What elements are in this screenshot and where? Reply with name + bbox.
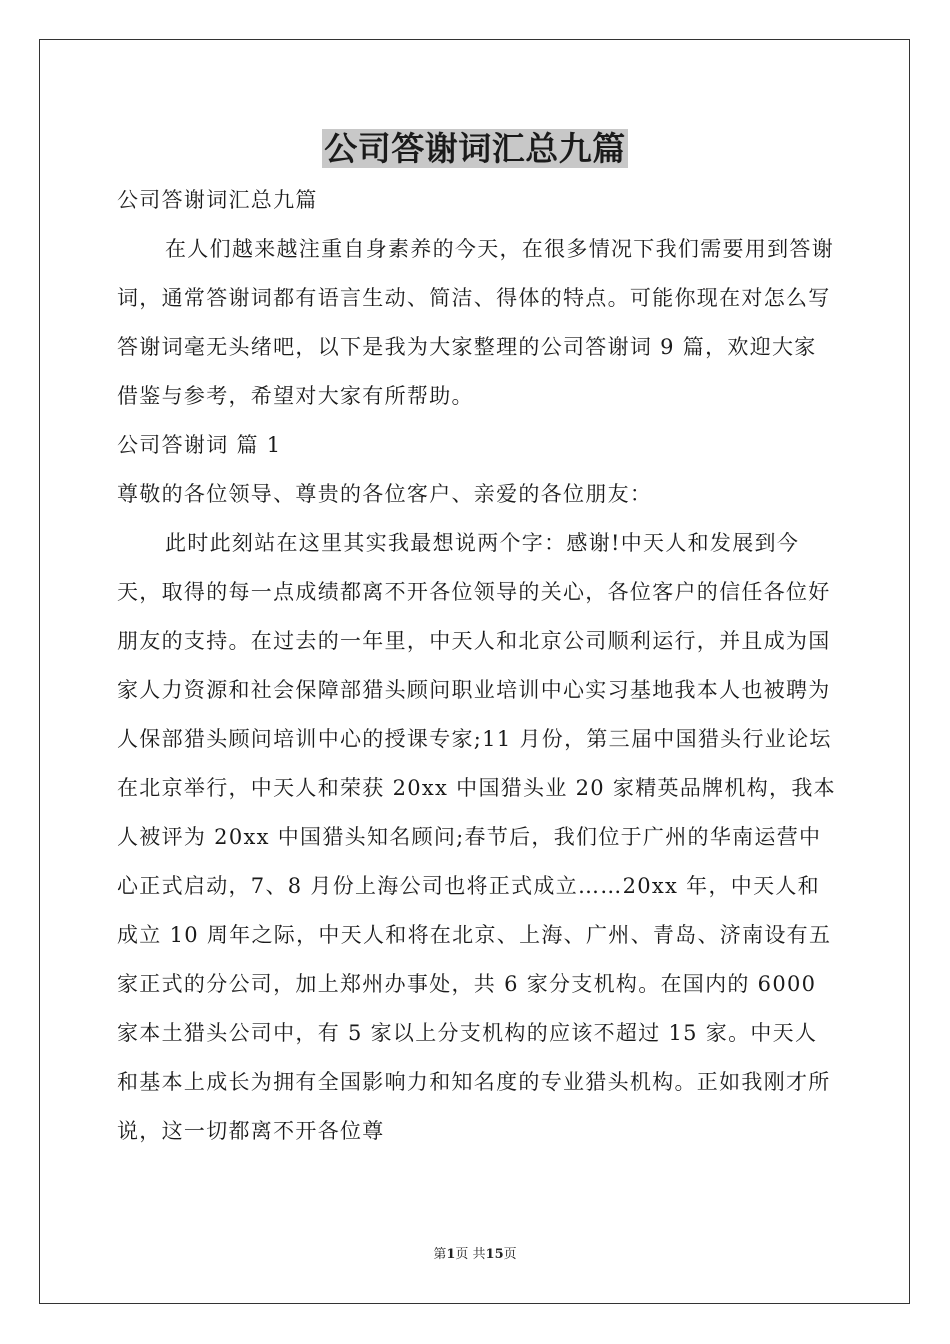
footer-middle: 页 共	[455, 1247, 486, 1262]
page-footer	[0, 1247, 950, 1263]
document-title-text: 公司答谢词汇总九篇	[324, 129, 626, 168]
paragraph-subtitle: 公司答谢词汇总九篇	[117, 188, 318, 212]
document-body	[117, 176, 837, 1156]
footer-total-pages: 15	[485, 1247, 504, 1262]
paragraph-body: 此时此刻站在这里其实我最想说两个字：感谢!中天人和发展到今天，取得的每一点成绩都离不开各位领导的关心，各位客户的信任各位好朋友的支持。在过去的一年里，中天人和北京公司顺利运行，并且成为国家人力资源和社会保障部猎头顾问职业培训中心实习基地我本人也被聘为人保部猎头顾问培训中心的授课专家;11 月份，第三届中国猎头行业论坛在北京举行，中天人和荣获 20xx 中国猎头业 20 家精英品牌机构，我本人被评为 20xx 中国猎头知名顾问;春节后，我们位于广州的华南运营中心正式启动，7、8 月份上海公司也将正式成立……20xx 年，中天人和成立 10 周年之际，中天人和将在北京、上海、广州、青岛、济南设有五家正式的分公司，加上郑州办事处，共 6 家分支机构。在国内的 6000 家本土猎头公司中，有 5 家以上分支机构的应该不超过 15 家。中天人和基本上成长为拥有全国影响力和知名度的专业猎头机构。正如我刚才所说，这一切都离不开各位尊	[117, 531, 836, 1143]
paragraph-intro: 在人们越来越注重自身素养的今天，在很多情况下我们需要用到答谢词，通常答谢词都有语言生动、简洁、得体的特点。可能你现在对怎么写答谢词毫无头绪吧，以下是我为大家整理的公司答谢词 9 篇，欢迎大家借鉴与参考，希望对大家有所帮助。	[117, 237, 834, 408]
footer-page-number: 1	[446, 1247, 456, 1262]
paragraph-salutation: 尊敬的各位领导、尊贵的各位客户、亲爱的各位朋友：	[117, 482, 653, 506]
footer-suffix: 页	[503, 1247, 517, 1262]
footer-prefix: 第	[433, 1247, 447, 1262]
document-title	[0, 128, 950, 170]
section-heading: 公司答谢词 篇 1	[117, 433, 282, 457]
